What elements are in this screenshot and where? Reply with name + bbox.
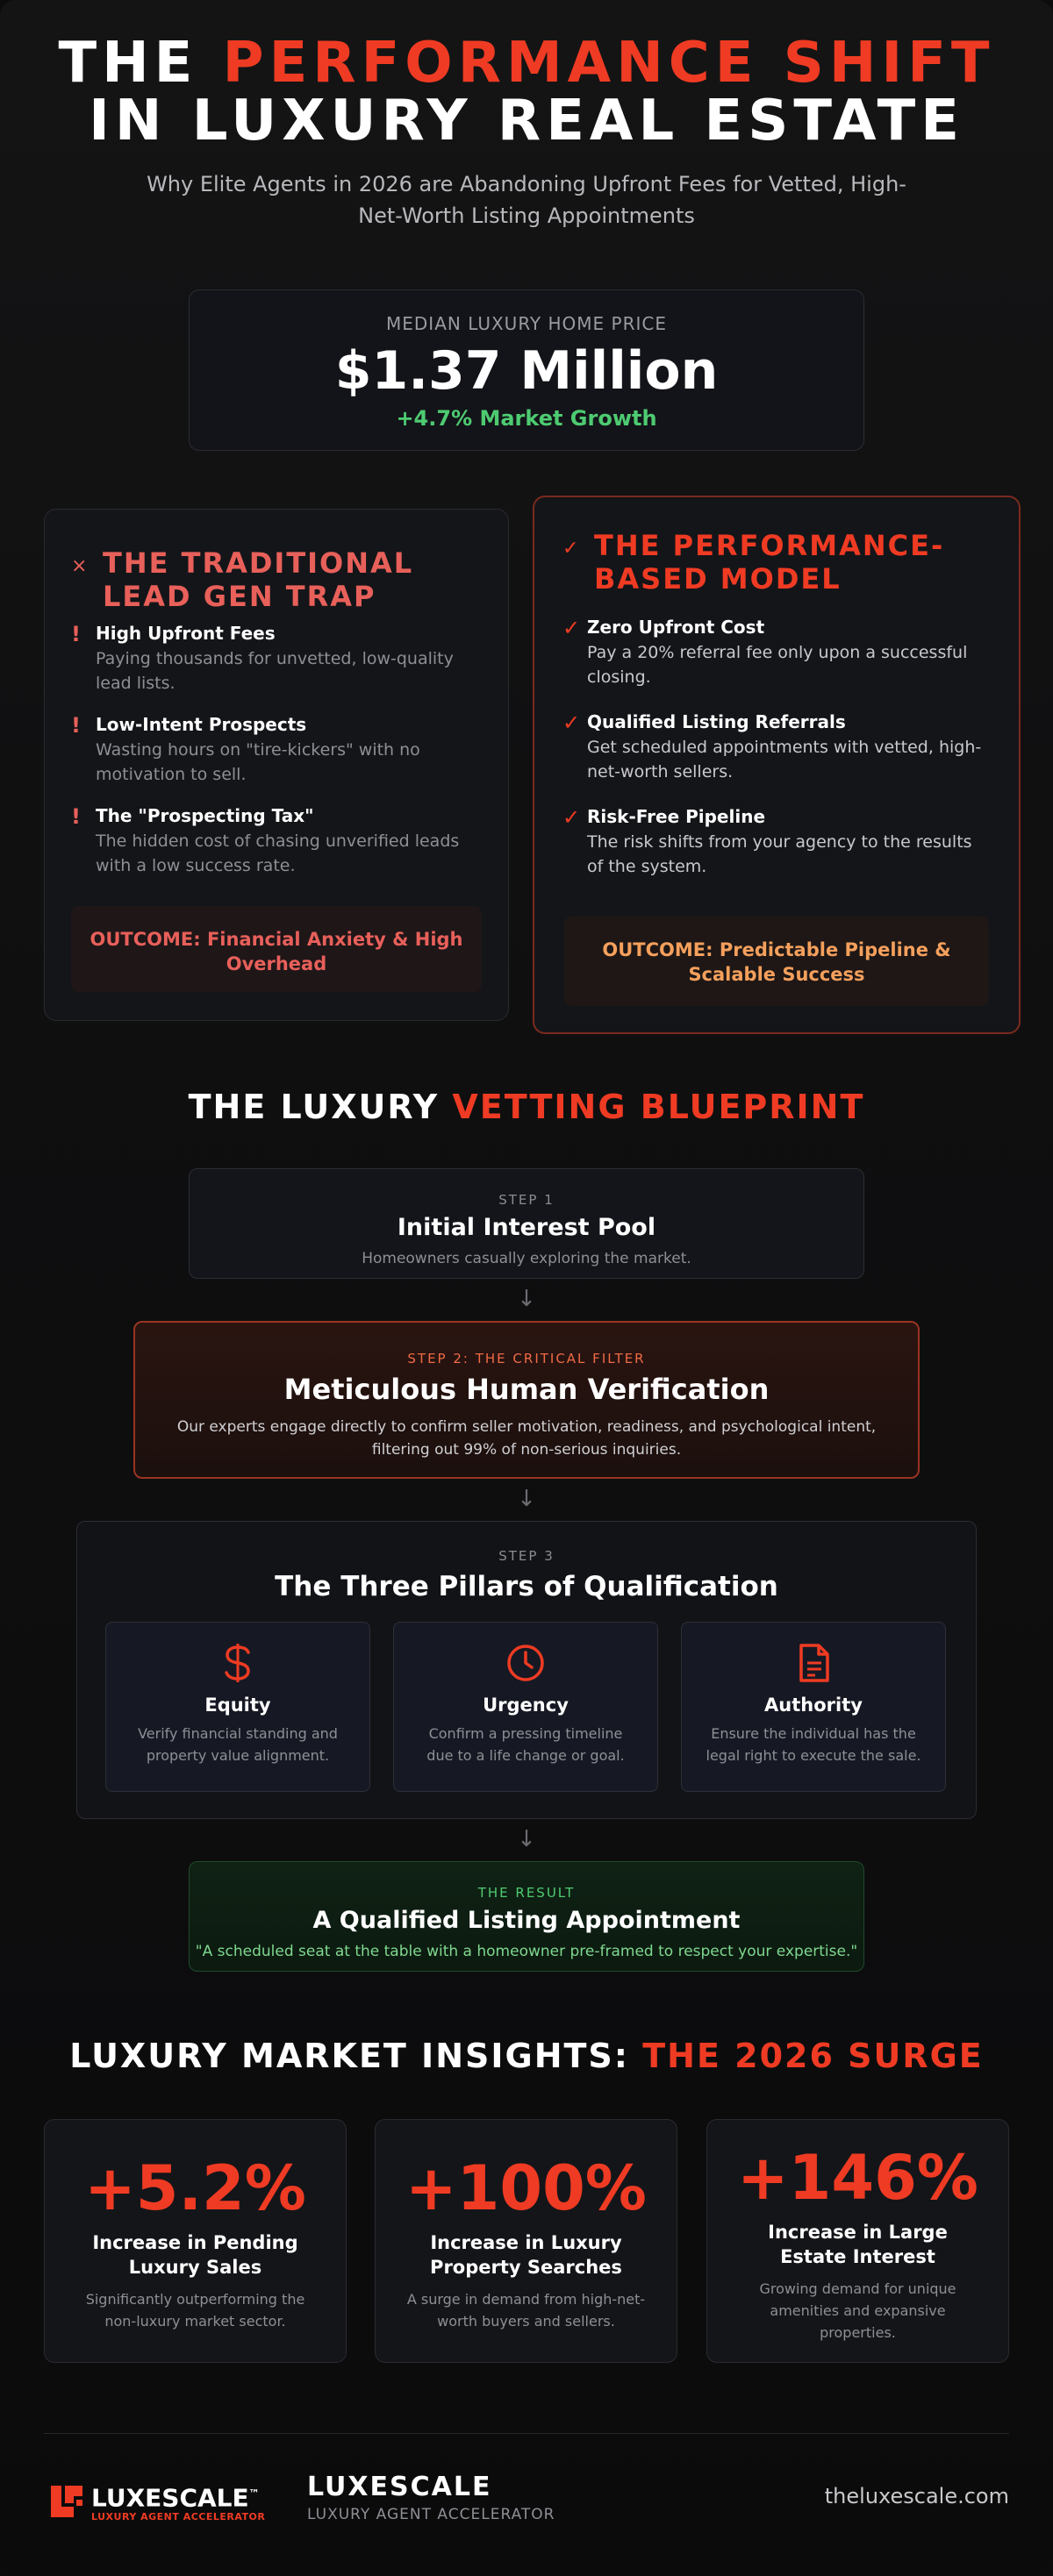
luxescale-logo-icon bbox=[49, 2484, 84, 2519]
alert-icon: ! bbox=[71, 622, 81, 646]
step-desc: Our experts engage directly to confirm seller motivation, readiness, and psychological intent, filtering out 99% of non-serious inquiries. bbox=[176, 1418, 877, 1459]
list-item bbox=[562, 616, 991, 689]
list-item bbox=[562, 805, 991, 879]
title-highlight: PERFORMANCE SHIFT bbox=[222, 31, 995, 96]
insight-card-pending-sales bbox=[44, 2119, 347, 2363]
price-value: $1.37 Million bbox=[334, 340, 719, 402]
pillar-title: Equity bbox=[204, 1695, 271, 1716]
down-arrow-icon: ↓ bbox=[517, 1286, 536, 1312]
item-desc: Wasting hours on "tire-kickers" with no motivation to sell. bbox=[96, 740, 420, 784]
step-2-card bbox=[133, 1321, 920, 1479]
title-part1: THE bbox=[58, 31, 223, 96]
footer-brand bbox=[307, 2472, 555, 2523]
insight-desc: Significantly outperforming the non-luxury market sector. bbox=[85, 2291, 305, 2330]
main-title bbox=[0, 31, 1053, 96]
performance-card-title: THE PERFORMANCE-BASED MODEL bbox=[594, 529, 945, 596]
list-item bbox=[71, 804, 482, 878]
header bbox=[0, 31, 1053, 232]
step-label: STEP 1 bbox=[498, 1192, 555, 1208]
item-title: Low-Intent Prospects bbox=[96, 714, 307, 735]
item-title: High Upfront Fees bbox=[96, 623, 276, 644]
step-title: The Three Pillars of Qualification bbox=[275, 1571, 778, 1602]
insight-title: Increase in Large Estate Interest bbox=[768, 2222, 948, 2267]
step-title: Meticulous Human Verification bbox=[283, 1373, 770, 1406]
insight-title: Increase in Luxury Property Searches bbox=[430, 2232, 622, 2278]
pillar-title: Urgency bbox=[483, 1695, 569, 1716]
pillar-card-authority bbox=[681, 1622, 946, 1792]
item-desc: Paying thousands for unvetted, low-quality lead lists. bbox=[96, 649, 454, 693]
insight-value: +5.2% bbox=[84, 2152, 306, 2224]
logo-word: LUXESCALE bbox=[91, 2483, 249, 2513]
insight-card-searches bbox=[375, 2119, 677, 2363]
pillar-desc: Confirm a pressing timeline due to a life change or goal. bbox=[426, 1725, 625, 1764]
logo-tagline: LUXURY AGENT ACCELERATOR bbox=[91, 2511, 266, 2523]
item-desc: The hidden cost of chasing unverified leads with a low success rate. bbox=[96, 831, 460, 875]
traditional-outcome: OUTCOME: Financial Anxiety & High Overhead bbox=[71, 906, 482, 992]
list-item bbox=[562, 710, 991, 784]
footer bbox=[44, 2472, 1009, 2542]
step-desc: "A scheduled seat at the table with a homeowner pre-framed to respect your expertise." bbox=[195, 1943, 858, 1960]
logo bbox=[49, 2480, 265, 2522]
insight-desc: A surge in demand from high-net-worth buyers and sellers. bbox=[406, 2291, 646, 2330]
step-label: STEP 3 bbox=[498, 1548, 555, 1564]
title-line2: IN LUXURY REAL ESTATE bbox=[89, 89, 964, 153]
list-item bbox=[71, 622, 482, 696]
blueprint-title-highlight: VETTING BLUEPRINT bbox=[452, 1088, 865, 1126]
insights-title-highlight: THE 2026 SURGE bbox=[642, 2037, 984, 2075]
footer-divider bbox=[44, 2433, 1009, 2434]
down-arrow-icon: ↓ bbox=[517, 1826, 536, 1852]
brand-name: LUXESCALE bbox=[307, 2472, 492, 2502]
pillar-title: Authority bbox=[764, 1695, 863, 1716]
logo-tm: ™ bbox=[248, 2487, 260, 2500]
brand-tagline: LUXURY AGENT ACCELERATOR bbox=[307, 2506, 555, 2523]
performance-outcome: OUTCOME: Predictable Pipeline & Scalable Success bbox=[564, 917, 989, 1006]
step-desc: Homeowners casually exploring the market. bbox=[362, 1250, 691, 1267]
list-item bbox=[71, 713, 482, 787]
clock-icon bbox=[505, 1642, 547, 1684]
insight-value: +146% bbox=[737, 2142, 978, 2214]
pillar-desc: Verify financial standing and property value alignment. bbox=[138, 1725, 338, 1764]
price-growth: +4.7% Market Growth bbox=[396, 406, 657, 431]
item-title: The "Prospecting Tax" bbox=[96, 805, 314, 826]
check-icon: ✓ bbox=[562, 710, 581, 735]
item-desc: Pay a 20% referral fee only upon a successful closing. bbox=[587, 643, 968, 687]
blueprint-title-part1: THE LUXURY bbox=[188, 1088, 453, 1126]
insight-value: +100% bbox=[405, 2152, 647, 2224]
price-label: MEDIAN LUXURY HOME PRICE bbox=[386, 313, 667, 334]
insights-title-part1: LUXURY MARKET INSIGHTS: bbox=[69, 2037, 643, 2075]
alert-icon: ! bbox=[71, 713, 81, 738]
insight-card-estate-interest bbox=[706, 2119, 1009, 2363]
step-title: A Qualified Listing Appointment bbox=[312, 1907, 741, 1934]
item-title: Zero Upfront Cost bbox=[587, 617, 765, 638]
document-icon bbox=[796, 1642, 831, 1684]
item-title: Risk-Free Pipeline bbox=[587, 806, 766, 827]
alert-icon: ! bbox=[71, 804, 81, 829]
blueprint-title bbox=[0, 1088, 1053, 1126]
traditional-card-header bbox=[71, 546, 436, 613]
check-icon: ✓ bbox=[562, 805, 581, 830]
pillar-card-urgency bbox=[393, 1622, 658, 1792]
performance-card-header bbox=[562, 529, 963, 596]
insight-title: Increase in Pending Luxury Sales bbox=[92, 2232, 298, 2278]
step-3-card bbox=[76, 1521, 977, 1819]
down-arrow-icon: ↓ bbox=[517, 1486, 536, 1512]
item-desc: Get scheduled appointments with vetted, high-net-worth sellers. bbox=[587, 738, 982, 781]
subtitle: Why Elite Agents in 2026 are Abandoning Upfront Fees for Vetted, High-Net-Worth Listing Appointments bbox=[147, 172, 906, 228]
step-label: THE RESULT bbox=[477, 1885, 576, 1901]
pillar-desc: Ensure the individual has the legal right to execute the sale. bbox=[706, 1725, 921, 1764]
performance-model-card bbox=[533, 496, 1021, 1034]
check-icon: ✓ bbox=[562, 616, 581, 640]
item-title: Qualified Listing Referrals bbox=[587, 711, 846, 732]
website-link[interactable]: theluxescale.com bbox=[824, 2484, 1009, 2508]
item-desc: The risk shifts from your agency to the results of the system. bbox=[587, 832, 972, 876]
traditional-card-title: THE TRADITIONAL LEAD GEN TRAP bbox=[103, 546, 414, 613]
step-label: STEP 2: THE CRITICAL FILTER bbox=[407, 1351, 646, 1366]
step-title: Initial Interest Pool bbox=[397, 1214, 656, 1241]
dollar-icon bbox=[220, 1642, 255, 1684]
traditional-model-card bbox=[44, 509, 509, 1021]
result-card bbox=[189, 1861, 864, 1972]
check-icon: ✓ bbox=[562, 538, 579, 560]
insights-title bbox=[0, 2037, 1053, 2075]
step-1-card bbox=[189, 1168, 864, 1279]
insight-desc: Growing demand for unique amenities and expansive properties. bbox=[759, 2280, 956, 2341]
x-icon: × bbox=[71, 555, 88, 577]
median-price-card bbox=[189, 289, 864, 451]
pillar-card-equity bbox=[105, 1622, 370, 1792]
